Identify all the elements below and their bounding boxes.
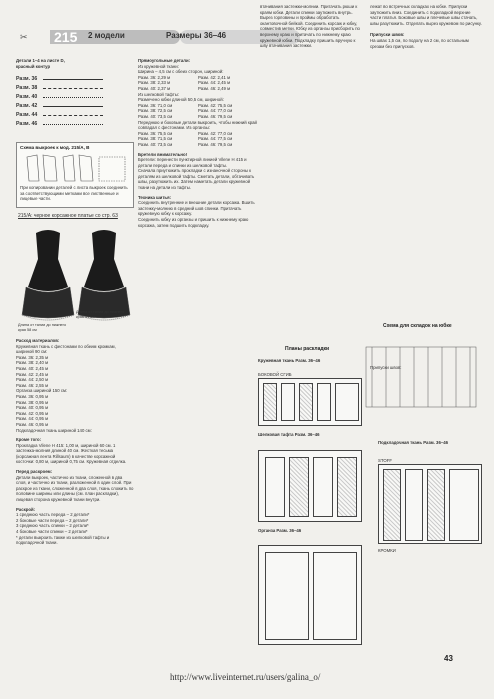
edge-label: КРОМКИ bbox=[378, 548, 396, 553]
pattern-piece bbox=[449, 469, 479, 541]
page-number: 43 bbox=[444, 654, 453, 663]
cut-row: 3 среднюю часть спинки – 2 детали* bbox=[16, 523, 89, 529]
pattern-piece bbox=[289, 457, 309, 517]
cons-row: Разм. 44: 2,50 м bbox=[16, 377, 49, 383]
pattern-piece bbox=[281, 383, 295, 421]
pattern-piece bbox=[263, 383, 277, 421]
para: лежат во встречных складках на юбке. Припуски заутюжить вниз. Соединить с подкладкой верхние части платья. Боковые швы и плечевые швы стачать, швы разутюжить. Отделать вырез кружевом по рисунку. bbox=[370, 4, 482, 26]
size-row-40: Разм. 40 bbox=[16, 93, 134, 102]
extras-text: Прокладка Vilene H 415: 1,00 м, шириной 60 см. 1 застежка-молния длиной 40 см. Жесткая тесьма (корсажная лента Rillsaum) в качестве корсажной косточки: 0,80 м, шириной 0,75 см. Кружевная отделка. bbox=[16, 442, 127, 465]
cutting-title: Раскрой: bbox=[16, 506, 36, 512]
pattern-piece bbox=[265, 552, 309, 640]
org-row: Разм. 36: 0,95 м bbox=[16, 393, 49, 399]
size-list-legend: Припуски швов: bbox=[370, 365, 402, 370]
cut-row: 4 боковые части спинки – 2 детали* bbox=[16, 529, 88, 534]
size-grid-3: Разм. 36: 75,5 см Разм. 42: 77,0 см Разм. 38: 71,5 см Разм. 44: 77,5 см Разм. 40: 73,5 см Разм. 46: 79,5 см bbox=[138, 130, 233, 147]
details-subtitle: красный контур bbox=[16, 63, 51, 69]
organza-layout-label: Органза Разм. 36–46 bbox=[258, 528, 302, 533]
dress-caption-b: Длина от талии до нижнего края 61 см bbox=[76, 310, 125, 319]
lining-layout-plan bbox=[378, 464, 482, 544]
from-lace-title: Из кружевной ткани: bbox=[138, 63, 179, 69]
pattern-piece bbox=[313, 552, 357, 640]
size-grid-1: Разм. 36: 2,29 м Разм. 42: 2,41 м Разм. 38: 2,33 м Разм. 44: 2,45 м Разм. 40: 2,37 м Разм. 46: 2,49 м bbox=[138, 74, 231, 91]
pleat-scheme-title: Схема для складок на юбке bbox=[383, 323, 452, 329]
cut-note: * детали выкроить также из шелковой тафты и подкладочной ткани. bbox=[16, 534, 110, 546]
para: Соединить юбку из органзы и пришить к нижнему краю корсажа, затем подшить подкладку. bbox=[138, 217, 249, 228]
straps-title: Бретели внимательно! bbox=[138, 151, 188, 157]
details-title: Детали 1–4 на листе D, bbox=[16, 58, 65, 63]
para: Переднюю и боковые детали выкроить, чтобы нижний край совпадал с фестонами. Из органзы: bbox=[138, 119, 257, 131]
pattern-piece bbox=[427, 469, 445, 541]
left-instructions bbox=[16, 338, 134, 658]
pattern-piece bbox=[313, 457, 333, 517]
org-row: Разм. 44: 0,95 м bbox=[16, 416, 49, 422]
pattern-piece bbox=[335, 383, 359, 421]
size-row-44: Разм. 44 bbox=[16, 111, 134, 120]
org-row: Разм. 38: 0,95 м bbox=[16, 399, 49, 405]
cons-row: Разм. 40: 2,45 м bbox=[16, 365, 49, 371]
allowance-title: Припуски швов: bbox=[370, 32, 405, 38]
middle-column bbox=[138, 58, 258, 658]
taffeta-layout-label: Шелковая тафта Разм. 36–46 bbox=[258, 432, 320, 437]
cut-row: 1 среднюю часть переда – 2 детали* bbox=[16, 512, 90, 518]
org-row: Разм. 46: 0,95 м bbox=[16, 421, 49, 427]
cons-row: Разм. 38: 2,40 м bbox=[16, 360, 49, 366]
models-count: 2 модели bbox=[88, 31, 125, 40]
size-row-46: Разм. 46 bbox=[16, 120, 134, 129]
cons-row: Разм. 42: 2,45 м bbox=[16, 371, 49, 377]
plans-title: Планы раскладки bbox=[285, 346, 330, 352]
scissors-icon: ✂ bbox=[20, 32, 28, 42]
lining-title: Подкладочная ткань шириной 140 см: bbox=[16, 427, 92, 433]
pattern-scheme-box bbox=[16, 142, 134, 208]
right-column-1: втачивания застежки-молнии. Притачать рюши к краям юбки. Детали спинки заутюжить внутрь. Вырез горловины и проймы обработать окантовочной бейкой. Соединить корсаж и юбку, совместив метки. Юбку из органзы присборить по верхнему краю и притачать по нижнему краю кружевной юбки. Подкладку пришить вручную к шву втачивания застежки. bbox=[260, 4, 360, 49]
size-grid-2: Разм. 36: 71,0 см Разм. 42: 75,5 см Разм. 38: 72,5 см Разм. 44: 77,0 см Разм. 40: 73,5 см Разм. 46: 79,5 см bbox=[138, 102, 233, 119]
pattern-piece bbox=[405, 469, 423, 541]
lace-layout-label: Кружевная ткань Разм. 36–46 bbox=[258, 358, 321, 363]
right-column-2 bbox=[370, 4, 482, 274]
before-cut-text: Детали выкроек, частично из ткани, сложенной в два слоя, и частично из ткани, разложенной в один слой. При раскрое из ткани, сложенной в два слоя, ткань сложить по половине ширины или длины (см. план раскладки), лицевая сторона кружевной ткани внутри. bbox=[16, 474, 134, 503]
size-range: Размеры 36–46 bbox=[166, 31, 227, 40]
pattern-piece bbox=[317, 383, 331, 421]
pattern-piece bbox=[299, 383, 313, 421]
para: Размечено юбки длиной 50,5 см, шириной: bbox=[138, 97, 224, 103]
size-row-42: Разм. 42 bbox=[16, 102, 134, 111]
size-row-38: Разм. 38 bbox=[16, 84, 134, 93]
lace-layout-plan bbox=[258, 378, 362, 426]
pattern-piece bbox=[337, 457, 357, 517]
para: На швах 1,5 см, по подолу на 2 см, по остальным срезам без припусков. bbox=[370, 37, 469, 49]
para: Сначала приутюжить прокладки с изнаночной стороны к деталям из шелковой тафты. Сметать детали, обтачивать швы, разутюжить их. Затем наметать детали кружевной ткани на детали из тафты. bbox=[138, 168, 255, 191]
organza-layout-plan bbox=[258, 545, 362, 645]
pleat-scheme-svg bbox=[362, 333, 484, 423]
size-row-36: Разм. 36 bbox=[16, 75, 134, 84]
org-row: Разм. 42: 0,95 м bbox=[16, 410, 49, 416]
fold-label: БОКОВОЙ СГИБ bbox=[258, 372, 292, 377]
dress-front bbox=[22, 230, 74, 320]
model-number: 215 bbox=[54, 29, 78, 45]
cut-row: 2 боковые части переда – 2 детали* bbox=[16, 517, 89, 523]
dress-caption-a: Длина от талии до нижнего края 58 см bbox=[18, 323, 67, 332]
sewing-title: Техника шитья: bbox=[138, 194, 172, 200]
pattern-pieces-svg bbox=[23, 153, 129, 183]
model-link[interactable]: 215/А: черное корсажное платье со стр. 63 bbox=[18, 213, 118, 219]
from-taffeta-title: Из шелковой тафты: bbox=[138, 91, 179, 97]
para: Соединить внутренние и внешние детали корсажа. Вшить застежку-молнию в средний шов спинки. Притачать кружевную юбку к корсажу. bbox=[138, 200, 255, 217]
dress-back bbox=[78, 230, 130, 320]
org-row: Разм. 40: 0,95 м bbox=[16, 405, 49, 411]
consumption-title: Расход материалов: bbox=[16, 338, 60, 343]
pattern-piece bbox=[383, 469, 401, 541]
scheme-note: При копировании деталей с листа выкроек соединить за соответствующими метками все лиственные и лицевые части. bbox=[20, 185, 128, 202]
extras-title: Кроме того: bbox=[16, 437, 42, 443]
para: Ширина – 4,5 см с обеих сторон, шириной: bbox=[138, 69, 224, 75]
scheme-title: Схема выкроек к мод. 215/А, В bbox=[20, 145, 90, 150]
consumption-text: Кружевная ткань с фестонами по обеим кромкам, шириной 90 см: bbox=[16, 343, 116, 355]
lining-layout-label: Подкладочная ткань Разм. 36–46 bbox=[378, 440, 449, 445]
taffeta-layout-plan bbox=[258, 450, 362, 522]
cons-row: Разм. 36: 2,35 м bbox=[16, 354, 49, 360]
before-cut-title: Перед раскроем: bbox=[16, 469, 53, 475]
organza-title: Органза шириной 150 см: bbox=[16, 388, 68, 394]
cons-row: Разм. 46: 2,55 м bbox=[16, 382, 49, 388]
stoff-label: STOFF bbox=[378, 458, 393, 463]
footer-url[interactable]: http://www.liveinternet.ru/users/galina_o/ bbox=[170, 672, 321, 682]
rect-parts-title: Прямоугольные детали: bbox=[138, 58, 191, 63]
pattern-piece bbox=[265, 457, 285, 517]
para: Бретели: перенести пунктирной линией Vilene H 415 и детали переда и спинки из шелковой тафты. bbox=[138, 157, 247, 168]
